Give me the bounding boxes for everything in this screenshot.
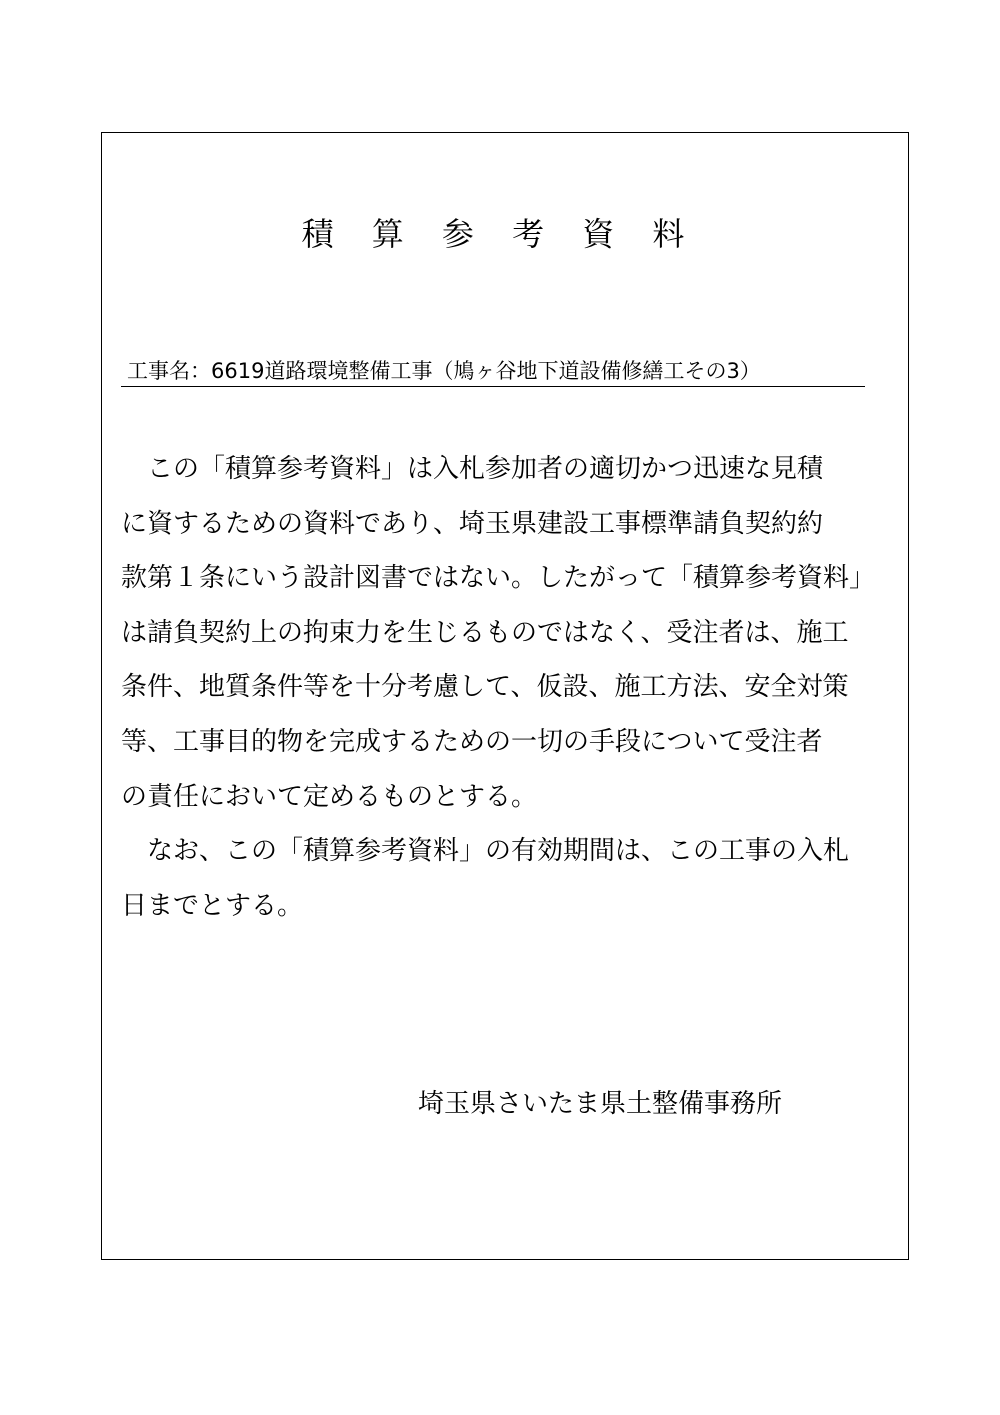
body-line: この「積算参考資料」は入札参加者の適切かつ迅速な見積 <box>121 454 824 484</box>
body-line: 等、工事目的物を完成するための一切の手段について受注者 <box>121 726 823 757</box>
body-line: なお、この「積算参考資料」の有効期間は、この工事の入札 <box>121 836 850 867</box>
body-line: 款第１条にいう設計図書ではない。したがって「積算参考資料」 <box>121 563 876 594</box>
body-line: は請負契約上の拘束力を生じるものではなく、受注者は、施工 <box>121 617 849 648</box>
issuer-name: 埼玉県さいたま県土整備事務所 <box>418 1089 783 1119</box>
project-name-line <box>121 356 865 387</box>
body-line: の責任において定めるものとする。 <box>121 781 538 812</box>
project-name: 工事名：6619道路環境整備工事（鳩ヶ谷地下道設備修繕工その3） <box>127 359 761 383</box>
body-line: 日までとする。 <box>121 890 304 921</box>
document-title: 積 算 参 考 資 料 <box>301 215 699 253</box>
body-line: 条件、地質条件等を十分考慮して、仮設、施工方法、安全対策 <box>121 672 849 703</box>
body-paragraph <box>121 442 881 933</box>
body-line: に資するための資料であり、埼玉県建設工事標準請負契約約 <box>121 508 824 539</box>
